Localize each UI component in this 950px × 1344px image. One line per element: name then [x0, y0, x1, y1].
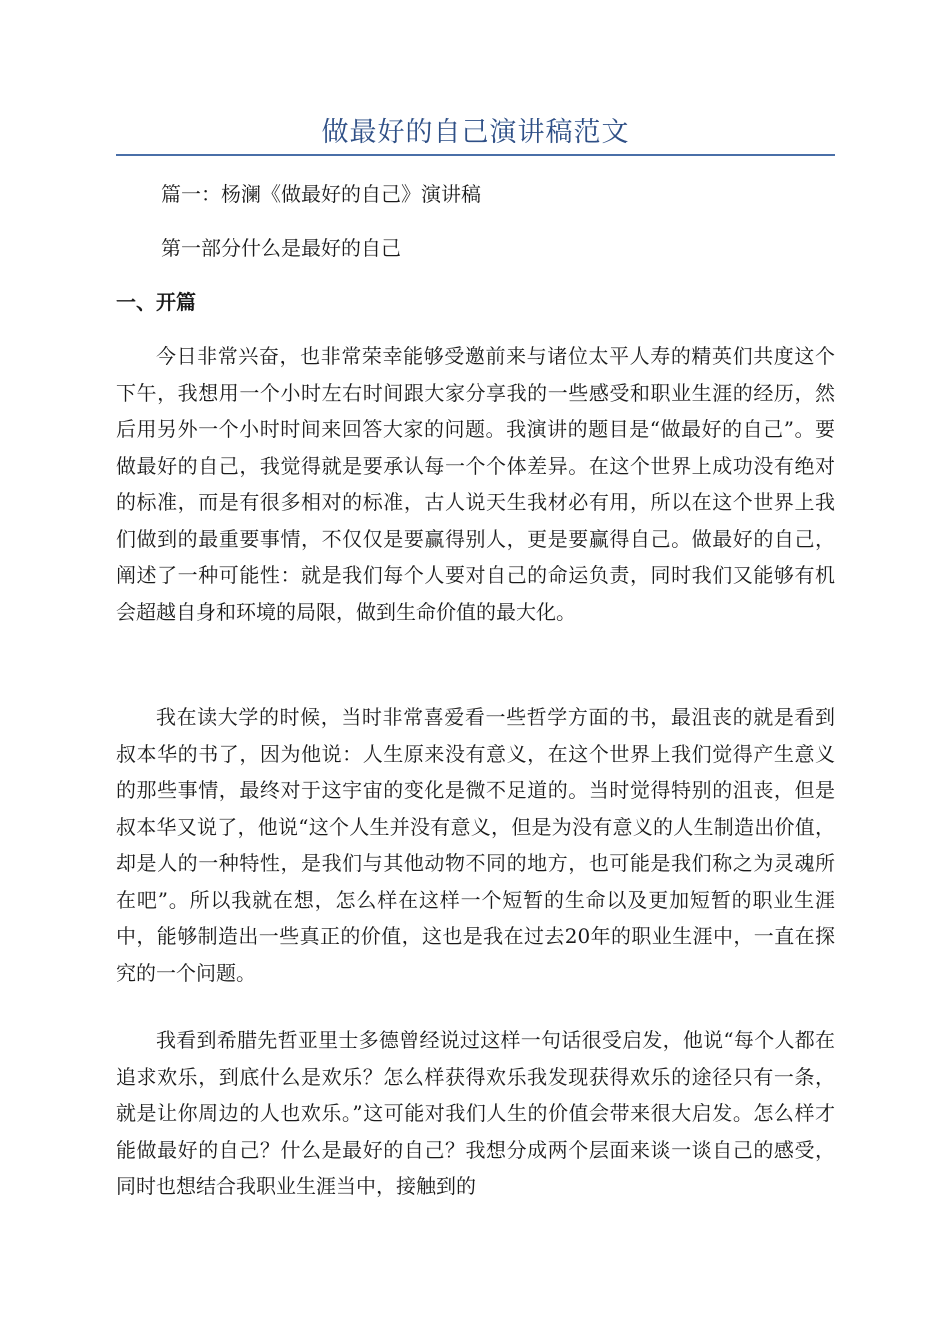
paragraph-1: 今日非常兴奋，也非常荣幸能够受邀前来与诸位太平人寿的精英们共度这个下午，我想用一个小时左右时间跟大家分享我的一些感受和职业生涯的经历，然后用另外一个小时时间来回答大家的问题。我演讲的题目是“做最好的自己”。要做最好的自己，我觉得就是要承认每一个个体差异。在这个世界上成功没有绝对的标准，而是有很多相对的标准，古人说天生我材必有用，所以在这个世界上我们做到的最重要事情，不仅仅是要赢得别人，更是要赢得自己。做最好的自己，阐述了一种可能性：就是我们每个人要对自己的命运负责，同时我们又能够有机会超越自身和环境的局限，做到生命价值的最大化。 [116, 344, 835, 624]
paragraph-2: 我在读大学的时候，当时非常喜爱看一些哲学方面的书，最沮丧的就是看到叔本华的书了，因为他说：人生原来没有意义，在这个世界上我们觉得产生意义的那些事情，最终对于这宇宙的变化是微不足道的。当时觉得特别的沮丧，但是叔本华又说了，他说“这个人生并没有意义，但是为没有意义的人生制造出价值，却是人的一种特性，是我们与其他动物不同的地方，也可能是我们称之为灵魂所在吧”。所以我就在想，怎么样在这样一个短暂的生命以及更加短暂的职业生涯中，能够制造出一些真正的价值，这也是我在过去20年的职业生涯中，一直在探究的一个问题。 [116, 705, 835, 985]
part-heading: 第一部分什么是最好的自己 [161, 236, 401, 260]
document-title: 做最好的自己演讲稿范文 [321, 117, 630, 148]
section-heading: 一、开篇 [116, 290, 196, 314]
paragraph-3: 我看到希腊先哲亚里士多德曾经说过这样一句话很受启发，他说“每个人都在追求欢乐，到底什么是欢乐？怎么样获得欢乐我发现获得欢乐的途径只有一条，就是让你周边的人也欢乐。”这可能对我们人生的价值会带来很大启发。怎么样才能做最好的自己？什么是最好的自己？我想分成两个层面来谈一谈自己的感受，同时也想结合我职业生涯当中，接触到的 [116, 1028, 835, 1198]
document-subtitle: 篇一：杨澜《做最好的自己》演讲稿 [161, 182, 481, 206]
title-underline [116, 154, 835, 156]
